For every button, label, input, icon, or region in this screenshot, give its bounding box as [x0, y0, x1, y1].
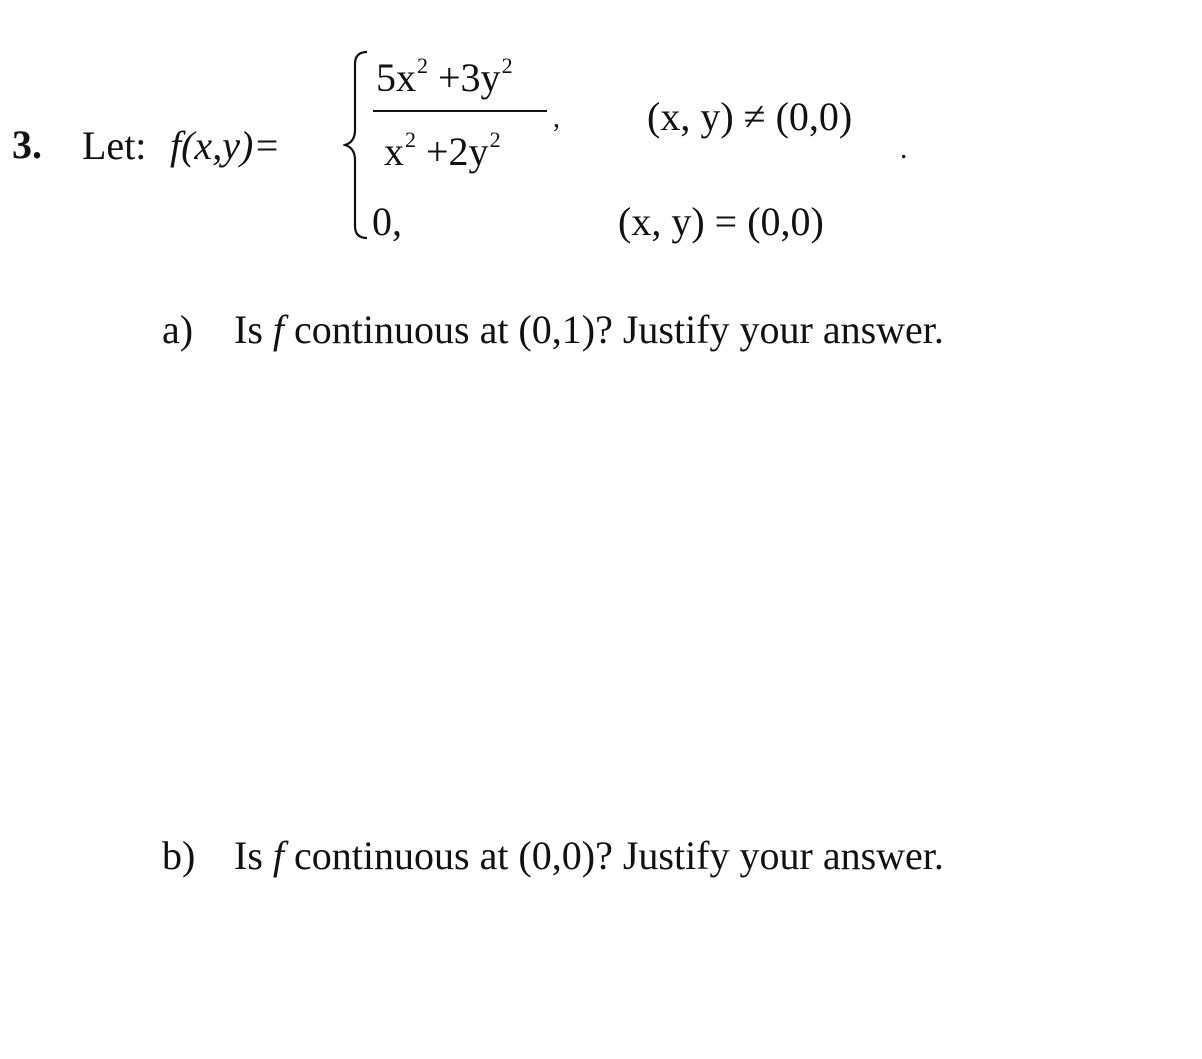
fraction-denominator: [384, 128, 501, 175]
numerator-exp-b: 2: [501, 53, 513, 78]
case1-comma: ,: [553, 103, 560, 134]
question-letter: a): [162, 307, 194, 352]
definition-period: .: [900, 132, 908, 165]
question-function-symbol: f: [272, 307, 285, 352]
denominator-term-b: +2y: [416, 129, 489, 174]
function-definition-name: f(x,y)=: [170, 123, 281, 168]
case2-condition: (x, y) = (0,0): [618, 199, 824, 244]
numerator-term-a: 5x: [376, 55, 416, 100]
question-letter: b): [162, 833, 196, 878]
question-function-symbol: f: [272, 833, 285, 878]
denominator-exp-b: 2: [489, 127, 501, 152]
question-a: [162, 306, 944, 353]
problem-number: 3.: [12, 122, 42, 167]
question-prefix: Is: [234, 307, 273, 352]
case1-condition: (x, y) ≠ (0,0): [647, 94, 853, 139]
denominator-term-a: x: [384, 129, 404, 174]
fraction-bar: [373, 110, 547, 112]
case2-value: 0,: [372, 199, 402, 244]
numerator-exp-a: 2: [417, 53, 428, 78]
question-prefix: Is: [234, 833, 273, 878]
let-label: Let:: [82, 123, 147, 168]
question-b: [162, 832, 944, 879]
question-text: continuous at (0,0)? Justify your answer.: [284, 833, 944, 878]
denominator-exp-a: 2: [405, 127, 416, 152]
numerator-term-b: +3y: [428, 55, 501, 100]
question-text: continuous at (0,1)? Justify your answer.: [284, 307, 944, 352]
left-brace: [343, 50, 373, 240]
fraction-numerator: [376, 54, 513, 101]
